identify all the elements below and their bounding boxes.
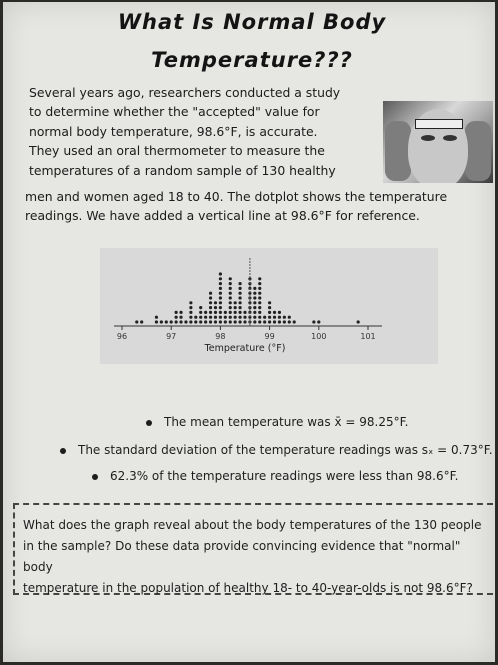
data-point <box>219 292 222 295</box>
data-point <box>273 320 276 323</box>
x-tick-label: 97 <box>166 332 177 341</box>
data-point <box>209 316 212 319</box>
data-point <box>214 320 217 323</box>
data-point <box>224 320 227 323</box>
bullet-text: The standard deviation of the temperature readings was sₓ = 0.73°F. <box>78 443 493 457</box>
data-point <box>175 316 178 319</box>
title-line-1: What Is Normal Body <box>117 10 387 34</box>
intro-line: to determine whether the "accepted" value for <box>29 104 320 120</box>
data-point <box>268 306 271 309</box>
data-point <box>219 272 222 275</box>
data-point <box>229 311 232 314</box>
intro-line: normal body temperature, 98.6°F, is accurate. <box>29 123 318 139</box>
data-point <box>288 320 291 323</box>
bullet-icon <box>92 474 98 480</box>
x-tick-label: 100 <box>311 332 327 341</box>
data-point <box>258 311 261 314</box>
data-point <box>293 320 296 323</box>
data-point <box>258 320 261 323</box>
data-point <box>229 306 232 309</box>
data-point <box>155 316 158 319</box>
data-point <box>209 301 212 304</box>
data-point <box>189 306 192 309</box>
question-line: in the sample? Do these data provide convincing evidence that "normal" body <box>23 539 461 574</box>
data-point <box>204 320 207 323</box>
data-point <box>199 320 202 323</box>
right-hand <box>465 121 491 181</box>
x-tick-label: 96 <box>116 332 128 341</box>
data-point <box>179 311 182 314</box>
data-point <box>179 320 182 323</box>
data-point <box>238 292 241 295</box>
data-point <box>243 311 246 314</box>
data-point <box>253 287 256 290</box>
data-point <box>229 301 232 304</box>
data-point <box>229 282 232 285</box>
data-point <box>238 301 241 304</box>
data-point <box>263 316 266 319</box>
question-box <box>13 503 493 595</box>
data-point <box>219 316 222 319</box>
intro-line: men and women aged 18 to 40. The dotplot shows the temperature <box>25 189 448 204</box>
data-point <box>219 301 222 304</box>
data-point <box>258 316 261 319</box>
data-point <box>273 311 276 314</box>
data-point <box>268 320 271 323</box>
data-point <box>175 320 178 323</box>
data-point <box>263 320 266 323</box>
data-point <box>238 311 241 314</box>
x-axis-ticks <box>117 326 376 341</box>
data-point <box>238 296 241 299</box>
data-point <box>234 316 237 319</box>
bullet-item <box>60 443 493 457</box>
data-point <box>283 320 286 323</box>
data-point <box>273 316 276 319</box>
data-point <box>243 320 246 323</box>
data-point <box>278 320 281 323</box>
bullet-icon <box>146 420 152 426</box>
title-line-2: Temperature??? <box>151 48 353 72</box>
x-axis-label: Temperature (°F) <box>204 343 286 354</box>
data-point <box>317 320 320 323</box>
data-point <box>268 311 271 314</box>
data-point <box>224 311 227 314</box>
data-point <box>253 292 256 295</box>
bullet-text: 62.3% of the temperature readings were less than 98.6°F. <box>110 469 459 483</box>
data-point <box>238 320 241 323</box>
data-point <box>219 320 222 323</box>
left-eye <box>421 135 435 141</box>
intro-paragraph-continued <box>25 187 495 226</box>
question-text <box>23 515 485 599</box>
data-point <box>229 296 232 299</box>
question-line: temperature in the population of healthy 18- to 40-year-olds is not 98.6°F? <box>23 581 473 595</box>
right-eye <box>443 135 457 141</box>
data-point <box>219 311 222 314</box>
data-point <box>224 316 227 319</box>
data-point <box>199 311 202 314</box>
data-point <box>278 316 281 319</box>
data-point <box>258 292 261 295</box>
dotplot-panel <box>100 248 438 364</box>
data-point <box>357 320 360 323</box>
data-point <box>209 306 212 309</box>
x-tick-label: 98 <box>215 332 226 341</box>
data-point <box>189 316 192 319</box>
bullet-icon <box>60 448 66 454</box>
data-point <box>199 306 202 309</box>
data-point <box>155 320 158 323</box>
data-point <box>214 316 217 319</box>
intro-line: They used an oral thermometer to measure the <box>29 143 325 159</box>
thermometer-photo <box>383 101 493 183</box>
data-point <box>229 287 232 290</box>
data-point <box>229 320 232 323</box>
data-point <box>278 311 281 314</box>
x-tick-label: 99 <box>264 332 275 341</box>
data-point <box>165 320 168 323</box>
data-point <box>160 320 163 323</box>
data-point <box>219 296 222 299</box>
data-point <box>194 320 197 323</box>
intro-paragraph <box>29 83 379 180</box>
data-point <box>209 296 212 299</box>
data-point <box>268 301 271 304</box>
data-point <box>234 311 237 314</box>
data-point <box>219 287 222 290</box>
data-point <box>258 282 261 285</box>
data-point <box>253 301 256 304</box>
data-point <box>258 306 261 309</box>
data-point <box>214 301 217 304</box>
data-point <box>253 306 256 309</box>
bullet-text: The mean temperature was x̄ = 98.25°F. <box>164 415 409 429</box>
data-point <box>214 311 217 314</box>
data-point <box>288 316 291 319</box>
data-point <box>234 301 237 304</box>
dotplot-chart <box>100 248 438 364</box>
data-point <box>189 320 192 323</box>
data-point <box>238 306 241 309</box>
data-point <box>258 287 261 290</box>
thermometer-strip <box>415 119 463 129</box>
data-point <box>204 316 207 319</box>
data-point <box>209 311 212 314</box>
data-point <box>258 296 261 299</box>
data-point <box>229 277 232 280</box>
data-point <box>312 320 315 323</box>
data-point <box>170 320 173 323</box>
data-point <box>189 301 192 304</box>
data-point <box>283 316 286 319</box>
data-point <box>204 311 207 314</box>
data-point <box>209 320 212 323</box>
data-point <box>214 306 217 309</box>
data-point <box>135 320 138 323</box>
data-point <box>189 311 192 314</box>
data-point <box>209 292 212 295</box>
data-point <box>219 282 222 285</box>
intro-line: temperatures of a random sample of 130 healthy <box>29 162 336 178</box>
data-point <box>229 292 232 295</box>
data-point <box>238 316 241 319</box>
data-point <box>175 311 178 314</box>
data-point <box>199 316 202 319</box>
data-point <box>219 277 222 280</box>
data-point <box>253 296 256 299</box>
dot-series <box>135 272 360 323</box>
data-point <box>234 306 237 309</box>
data-point <box>238 282 241 285</box>
x-tick-label: 101 <box>360 332 376 341</box>
data-point <box>229 316 232 319</box>
data-point <box>140 320 143 323</box>
data-point <box>194 316 197 319</box>
intro-line: readings. We have added a vertical line at 98.6°F for reference. <box>25 208 420 224</box>
data-point <box>258 301 261 304</box>
data-point <box>243 316 246 319</box>
data-point <box>238 287 241 290</box>
data-point <box>253 316 256 319</box>
data-point <box>268 316 271 319</box>
data-point <box>253 311 256 314</box>
data-point <box>219 306 222 309</box>
question-line: What does the graph reveal about the body temperatures of the 130 people <box>23 518 482 532</box>
data-point <box>234 320 237 323</box>
intro-line: Several years ago, researchers conducted a study <box>29 85 341 100</box>
bullet-item <box>146 415 408 429</box>
data-point <box>258 277 261 280</box>
data-point <box>179 316 182 319</box>
data-point <box>253 320 256 323</box>
data-point <box>184 320 187 323</box>
bullet-item <box>92 469 458 483</box>
